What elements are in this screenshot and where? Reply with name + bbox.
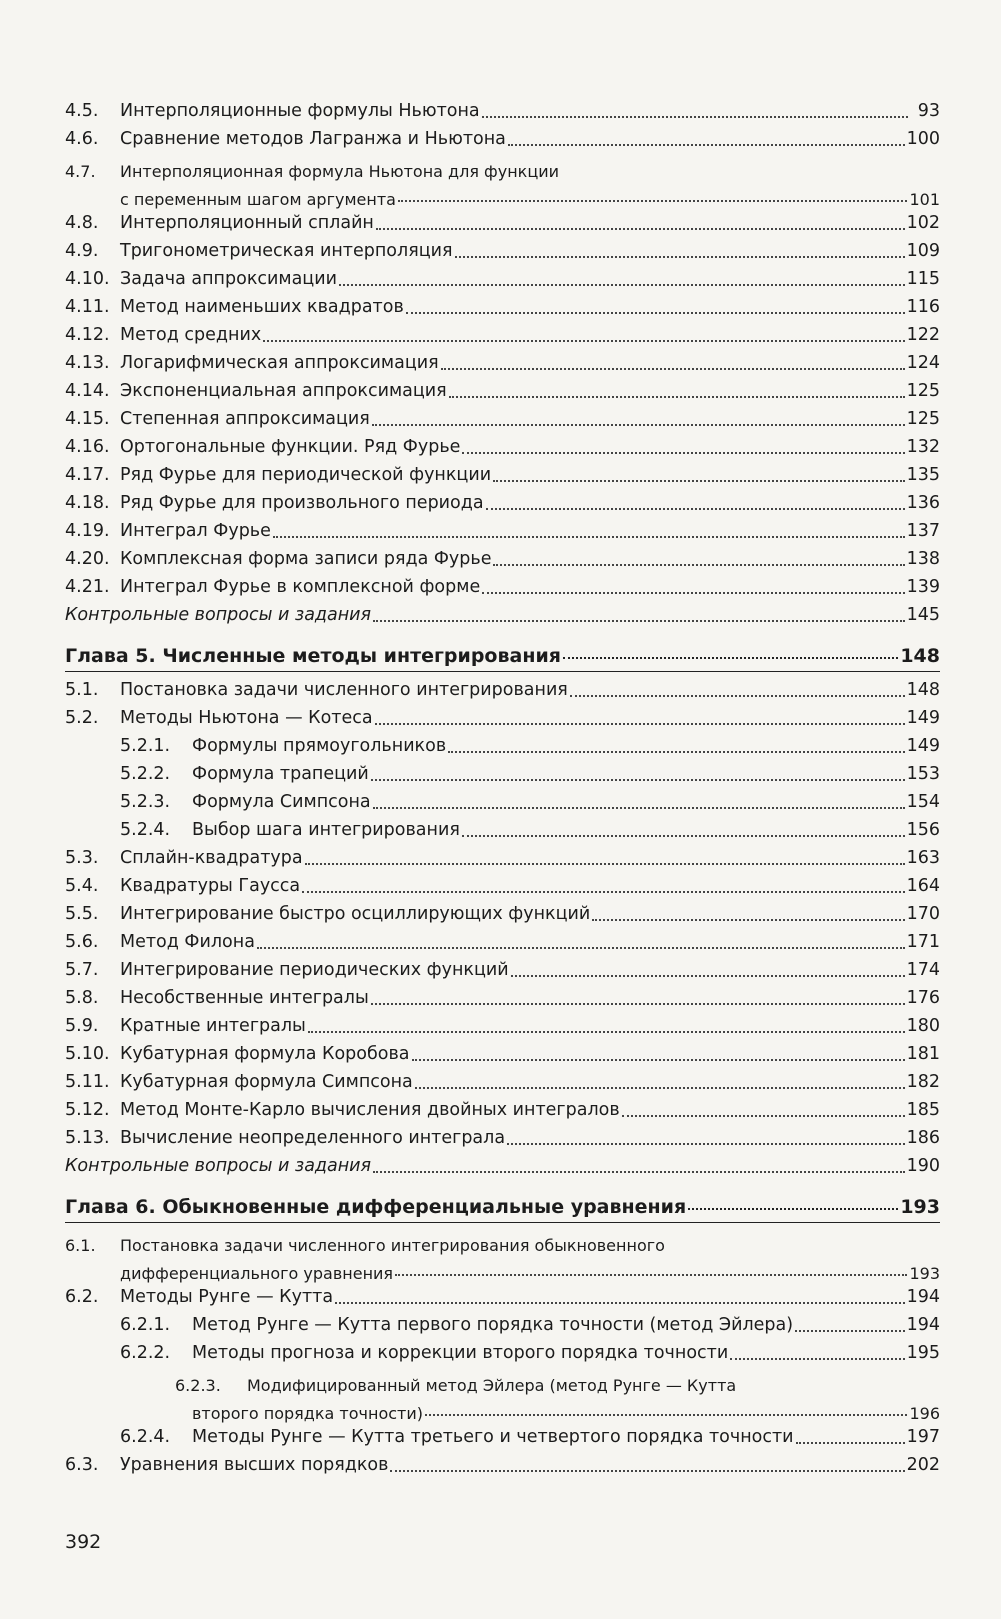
page-ref: 170 <box>906 904 940 924</box>
leader-dots <box>406 312 905 314</box>
page-ref: 124 <box>906 353 940 373</box>
page-ref: 193 <box>900 1196 940 1218</box>
page-ref: 102 <box>906 213 940 233</box>
page-ref: 194 <box>906 1287 940 1307</box>
section-title: Кубатурная формула Симпсона <box>120 1072 413 1092</box>
toc-entry <box>65 433 940 461</box>
section-title: Интегрирование периодических функций <box>120 960 509 980</box>
section-number: 5.1. <box>65 680 99 700</box>
toc-entry <box>65 517 940 545</box>
page-ref: 109 <box>906 241 940 261</box>
section-title: Методы прогноза и коррекции второго порядка точности <box>192 1343 729 1363</box>
toc-entry <box>65 461 940 489</box>
section-number: 5.10. <box>65 1044 110 1064</box>
leader-dots <box>415 1087 905 1089</box>
section-title: Интерполяционная формула Ньютона для функции <box>120 162 559 181</box>
leader-dots <box>796 1442 905 1444</box>
toc-entry <box>65 405 940 433</box>
toc-entry <box>65 1124 940 1152</box>
leader-dots <box>395 1274 907 1276</box>
toc-entry <box>65 844 940 872</box>
section-title: Контрольные вопросы и задания <box>65 1156 372 1176</box>
leader-dots <box>482 116 908 118</box>
toc-entry <box>65 900 940 928</box>
section-number: 5.2.1. <box>120 736 171 756</box>
leader-dots <box>305 863 905 865</box>
toc-entry <box>65 489 940 517</box>
section-title: Кубатурная формула Коробова <box>120 1044 410 1064</box>
toc-entry <box>65 349 940 377</box>
section-title: Выбор шага интегрирования <box>192 820 460 840</box>
section-title-continued: второго порядка точности) <box>192 1404 423 1423</box>
page-ref: 149 <box>906 736 940 756</box>
section-title: Квадратуры Гаусса <box>120 876 301 896</box>
toc-entry <box>65 377 940 405</box>
section-title: Сравнение методов Лагранжа и Ньютона <box>120 129 506 149</box>
leader-dots <box>441 368 905 370</box>
section-title: Формула трапеций <box>192 764 369 784</box>
page-ref: 135 <box>906 465 940 485</box>
leader-dots <box>398 200 908 202</box>
page-ref: 156 <box>906 820 940 840</box>
page-ref: 125 <box>906 409 940 429</box>
leader-dots <box>493 480 905 482</box>
section-title: Уравнения высших порядков <box>120 1455 389 1475</box>
toc-entry <box>65 1283 940 1311</box>
toc-subentry <box>65 1367 940 1423</box>
section-number: 5.9. <box>65 1016 99 1036</box>
chapter-title: Глава 6. Обыкновенные дифференциальные уравнения <box>65 1196 687 1218</box>
section-title: Постановка задачи численного интегрирования <box>120 680 568 700</box>
leader-dots <box>795 1330 905 1332</box>
section-title: Ортогональные функции. Ряд Фурье <box>120 437 461 457</box>
page-ref: 190 <box>906 1156 940 1176</box>
page-ref: 100 <box>906 129 940 149</box>
chapter-heading <box>65 1184 940 1223</box>
section-number: 5.13. <box>65 1128 110 1148</box>
section-number: 5.7. <box>65 960 99 980</box>
toc-entry <box>65 1227 940 1283</box>
page-ref: 185 <box>906 1100 940 1120</box>
section-number: 5.4. <box>65 876 99 896</box>
leader-dots <box>563 657 898 659</box>
section-number: 6.3. <box>65 1455 99 1475</box>
page-ref: 153 <box>906 764 940 784</box>
toc-entry <box>65 1096 940 1124</box>
section-title: Несобственные интегралы <box>120 988 369 1008</box>
leader-dots <box>371 1003 905 1005</box>
section-title: Сплайн-квадратура <box>120 848 303 868</box>
leader-dots <box>730 1358 904 1360</box>
leader-dots <box>373 807 905 809</box>
section-title: Степенная аппроксимация <box>120 409 370 429</box>
page-ref: 195 <box>906 1343 940 1363</box>
section-number: 4.19. <box>65 521 110 541</box>
section-number: 4.5. <box>65 101 99 121</box>
toc-subentry <box>65 732 940 760</box>
page-ref: 122 <box>906 325 940 345</box>
toc-entry <box>65 265 940 293</box>
section-number: 4.8. <box>65 213 99 233</box>
page-ref: 148 <box>900 645 940 667</box>
page-ref: 181 <box>906 1044 940 1064</box>
page-ref: 180 <box>906 1016 940 1036</box>
leader-dots <box>449 396 905 398</box>
section-number: 6.2.4. <box>120 1427 171 1447</box>
leader-dots <box>375 723 905 725</box>
page-ref: 116 <box>906 297 940 317</box>
section-title: Ряд Фурье для произвольного периода <box>120 493 484 513</box>
section-title: Модифицированный метод Эйлера (метод Рунге — Кутта <box>247 1376 737 1395</box>
section-number: 6.2.1. <box>120 1315 171 1335</box>
leader-dots <box>302 891 904 893</box>
section-title: Методы Рунге — Кутта третьего и четвертого порядка точности <box>192 1427 794 1447</box>
page-ref: 202 <box>906 1455 940 1475</box>
section-number: 6.2.3. <box>175 1376 221 1395</box>
section-number: 4.6. <box>65 129 99 149</box>
section-number: 4.20. <box>65 549 110 569</box>
toc-entry <box>65 872 940 900</box>
leader-dots <box>511 975 905 977</box>
section-title-continued: с переменным шагом аргумента <box>120 190 396 209</box>
page-ref: 164 <box>906 876 940 896</box>
toc-entry <box>65 1012 940 1040</box>
toc-entry <box>65 1040 940 1068</box>
section-title: Формула Симпсона <box>192 792 371 812</box>
toc-entry <box>65 153 940 209</box>
section-number: 4.16. <box>65 437 110 457</box>
section-title: Интеграл Фурье в комплексной форме <box>120 577 481 597</box>
leader-dots <box>373 620 905 622</box>
section-number: 4.18. <box>65 493 110 513</box>
section-number: 6.2.2. <box>120 1343 171 1363</box>
page-number: 392 <box>65 1531 102 1553</box>
leader-dots <box>263 340 904 342</box>
toc-entry <box>65 573 940 601</box>
page-ref: 132 <box>906 437 940 457</box>
leader-dots <box>455 256 905 258</box>
leader-dots <box>390 1470 904 1472</box>
section-number: 5.3. <box>65 848 99 868</box>
leader-dots <box>508 144 905 146</box>
section-title: Экспоненциальная аппроксимация <box>120 381 447 401</box>
section-title: Методы Рунге — Кутта <box>120 1287 334 1307</box>
section-number: 4.9. <box>65 241 99 261</box>
toc-entry <box>65 1068 940 1096</box>
toc-entry <box>65 956 940 984</box>
toc-entry <box>65 1451 940 1479</box>
section-number: 5.5. <box>65 904 99 924</box>
section-number: 4.17. <box>65 465 110 485</box>
section-number: 5.6. <box>65 932 99 952</box>
page-ref: 193 <box>909 1264 940 1283</box>
leader-dots <box>372 424 905 426</box>
page-ref: 154 <box>906 792 940 812</box>
leader-dots <box>688 1208 898 1210</box>
page-ref: 145 <box>906 605 940 625</box>
toc-entry <box>65 984 940 1012</box>
leader-dots <box>486 508 905 510</box>
section-title: Вычисление неопределенного интеграла <box>120 1128 506 1148</box>
toc-entry <box>65 545 940 573</box>
table-of-contents <box>65 97 940 1479</box>
section-title-continued: дифференциального уравнения <box>120 1264 394 1283</box>
section-title: Метод наименьших квадратов <box>120 297 404 317</box>
section-number: 4.10. <box>65 269 110 289</box>
section-title: Метод средних <box>120 325 262 345</box>
toc-entry <box>65 237 940 265</box>
toc-subentry <box>65 788 940 816</box>
leader-dots <box>482 592 904 594</box>
leader-dots <box>462 452 904 454</box>
page-ref: 137 <box>906 521 940 541</box>
leader-dots <box>371 779 905 781</box>
section-title: Метод Рунге — Кутта первого порядка точности (метод Эйлера) <box>192 1315 794 1335</box>
page-ref: 194 <box>906 1315 940 1335</box>
toc-subentry <box>65 760 940 788</box>
page-ref: 197 <box>906 1427 940 1447</box>
chapter-heading <box>65 633 940 672</box>
leader-dots <box>425 1414 907 1416</box>
section-title: Тригонометрическая интерполяция <box>120 241 453 261</box>
section-number: 4.12. <box>65 325 110 345</box>
section-title: Интеграл Фурье <box>120 521 271 541</box>
section-title: Метод Филона <box>120 932 255 952</box>
leader-dots <box>493 564 904 566</box>
page-ref: 136 <box>906 493 940 513</box>
section-title: Контрольные вопросы и задания <box>65 605 372 625</box>
section-number: 5.2.2. <box>120 764 171 784</box>
leader-dots <box>462 835 905 837</box>
section-number: 6.1. <box>65 1236 96 1255</box>
page-ref: 93 <box>917 101 940 121</box>
section-number: 5.8. <box>65 988 99 1008</box>
leader-dots <box>273 536 905 538</box>
toc-subentry <box>65 1311 940 1339</box>
section-number: 5.12. <box>65 1100 110 1120</box>
section-title: Метод Монте-Карло вычисления двойных интегралов <box>120 1100 620 1120</box>
leader-dots <box>339 284 905 286</box>
page-ref: 196 <box>909 1404 940 1423</box>
section-title: Интерполяционные формулы Ньютона <box>120 101 480 121</box>
page-ref: 171 <box>906 932 940 952</box>
toc-entry <box>65 97 940 125</box>
leader-dots <box>376 228 905 230</box>
toc-entry-questions <box>65 1152 940 1180</box>
leader-dots <box>308 1031 905 1033</box>
page-ref: 186 <box>906 1128 940 1148</box>
section-number: 4.13. <box>65 353 110 373</box>
leader-dots <box>592 919 904 921</box>
leader-dots <box>373 1171 905 1173</box>
section-number: 5.2.4. <box>120 820 171 840</box>
section-number: 5.2.3. <box>120 792 171 812</box>
toc-entry <box>65 209 940 237</box>
section-number: 4.7. <box>65 162 96 181</box>
section-number: 4.21. <box>65 577 110 597</box>
section-number: 4.15. <box>65 409 110 429</box>
page-ref: 149 <box>906 708 940 728</box>
page-ref: 163 <box>906 848 940 868</box>
leader-dots <box>507 1143 905 1145</box>
page-ref: 101 <box>909 190 940 209</box>
page-ref: 148 <box>906 680 940 700</box>
leader-dots <box>448 751 904 753</box>
chapter-title: Глава 5. Численные методы интегрирования <box>65 645 561 667</box>
page-ref: 174 <box>906 960 940 980</box>
leader-dots <box>412 1059 905 1061</box>
toc-entry-questions <box>65 601 940 629</box>
page-ref: 125 <box>906 381 940 401</box>
toc-subentry <box>65 1339 940 1367</box>
toc-subentry <box>65 816 940 844</box>
leader-dots <box>622 1115 905 1117</box>
section-number: 6.2. <box>65 1287 99 1307</box>
section-title: Интегрирование быстро осциллирующих функций <box>120 904 591 924</box>
toc-entry <box>65 676 940 704</box>
page-ref: 176 <box>906 988 940 1008</box>
section-title: Задача аппроксимации <box>120 269 337 289</box>
section-title: Формулы прямоугольников <box>192 736 447 756</box>
section-number: 5.11. <box>65 1072 110 1092</box>
leader-dots <box>257 947 905 949</box>
section-title: Логарифмическая аппроксимация <box>120 353 439 373</box>
toc-entry <box>65 704 940 732</box>
toc-entry <box>65 928 940 956</box>
page-ref: 115 <box>906 269 940 289</box>
section-title: Интерполяционный сплайн <box>120 213 374 233</box>
section-title: Кратные интегралы <box>120 1016 306 1036</box>
toc-entry <box>65 293 940 321</box>
toc-entry <box>65 321 940 349</box>
section-number: 4.14. <box>65 381 110 401</box>
toc-subentry <box>65 1423 940 1451</box>
leader-dots <box>335 1302 905 1304</box>
section-title: Ряд Фурье для периодической функции <box>120 465 492 485</box>
toc-entry <box>65 125 940 153</box>
section-number: 4.11. <box>65 297 110 317</box>
page-ref: 138 <box>906 549 940 569</box>
page-ref: 182 <box>906 1072 940 1092</box>
section-title: Методы Ньютона — Котеса <box>120 708 373 728</box>
page-ref: 139 <box>906 577 940 597</box>
section-title: Постановка задачи численного интегрирования обыкновенного <box>120 1236 665 1255</box>
section-title: Комплексная форма записи ряда Фурье <box>120 549 492 569</box>
section-number: 5.2. <box>65 708 99 728</box>
leader-dots <box>570 695 905 697</box>
